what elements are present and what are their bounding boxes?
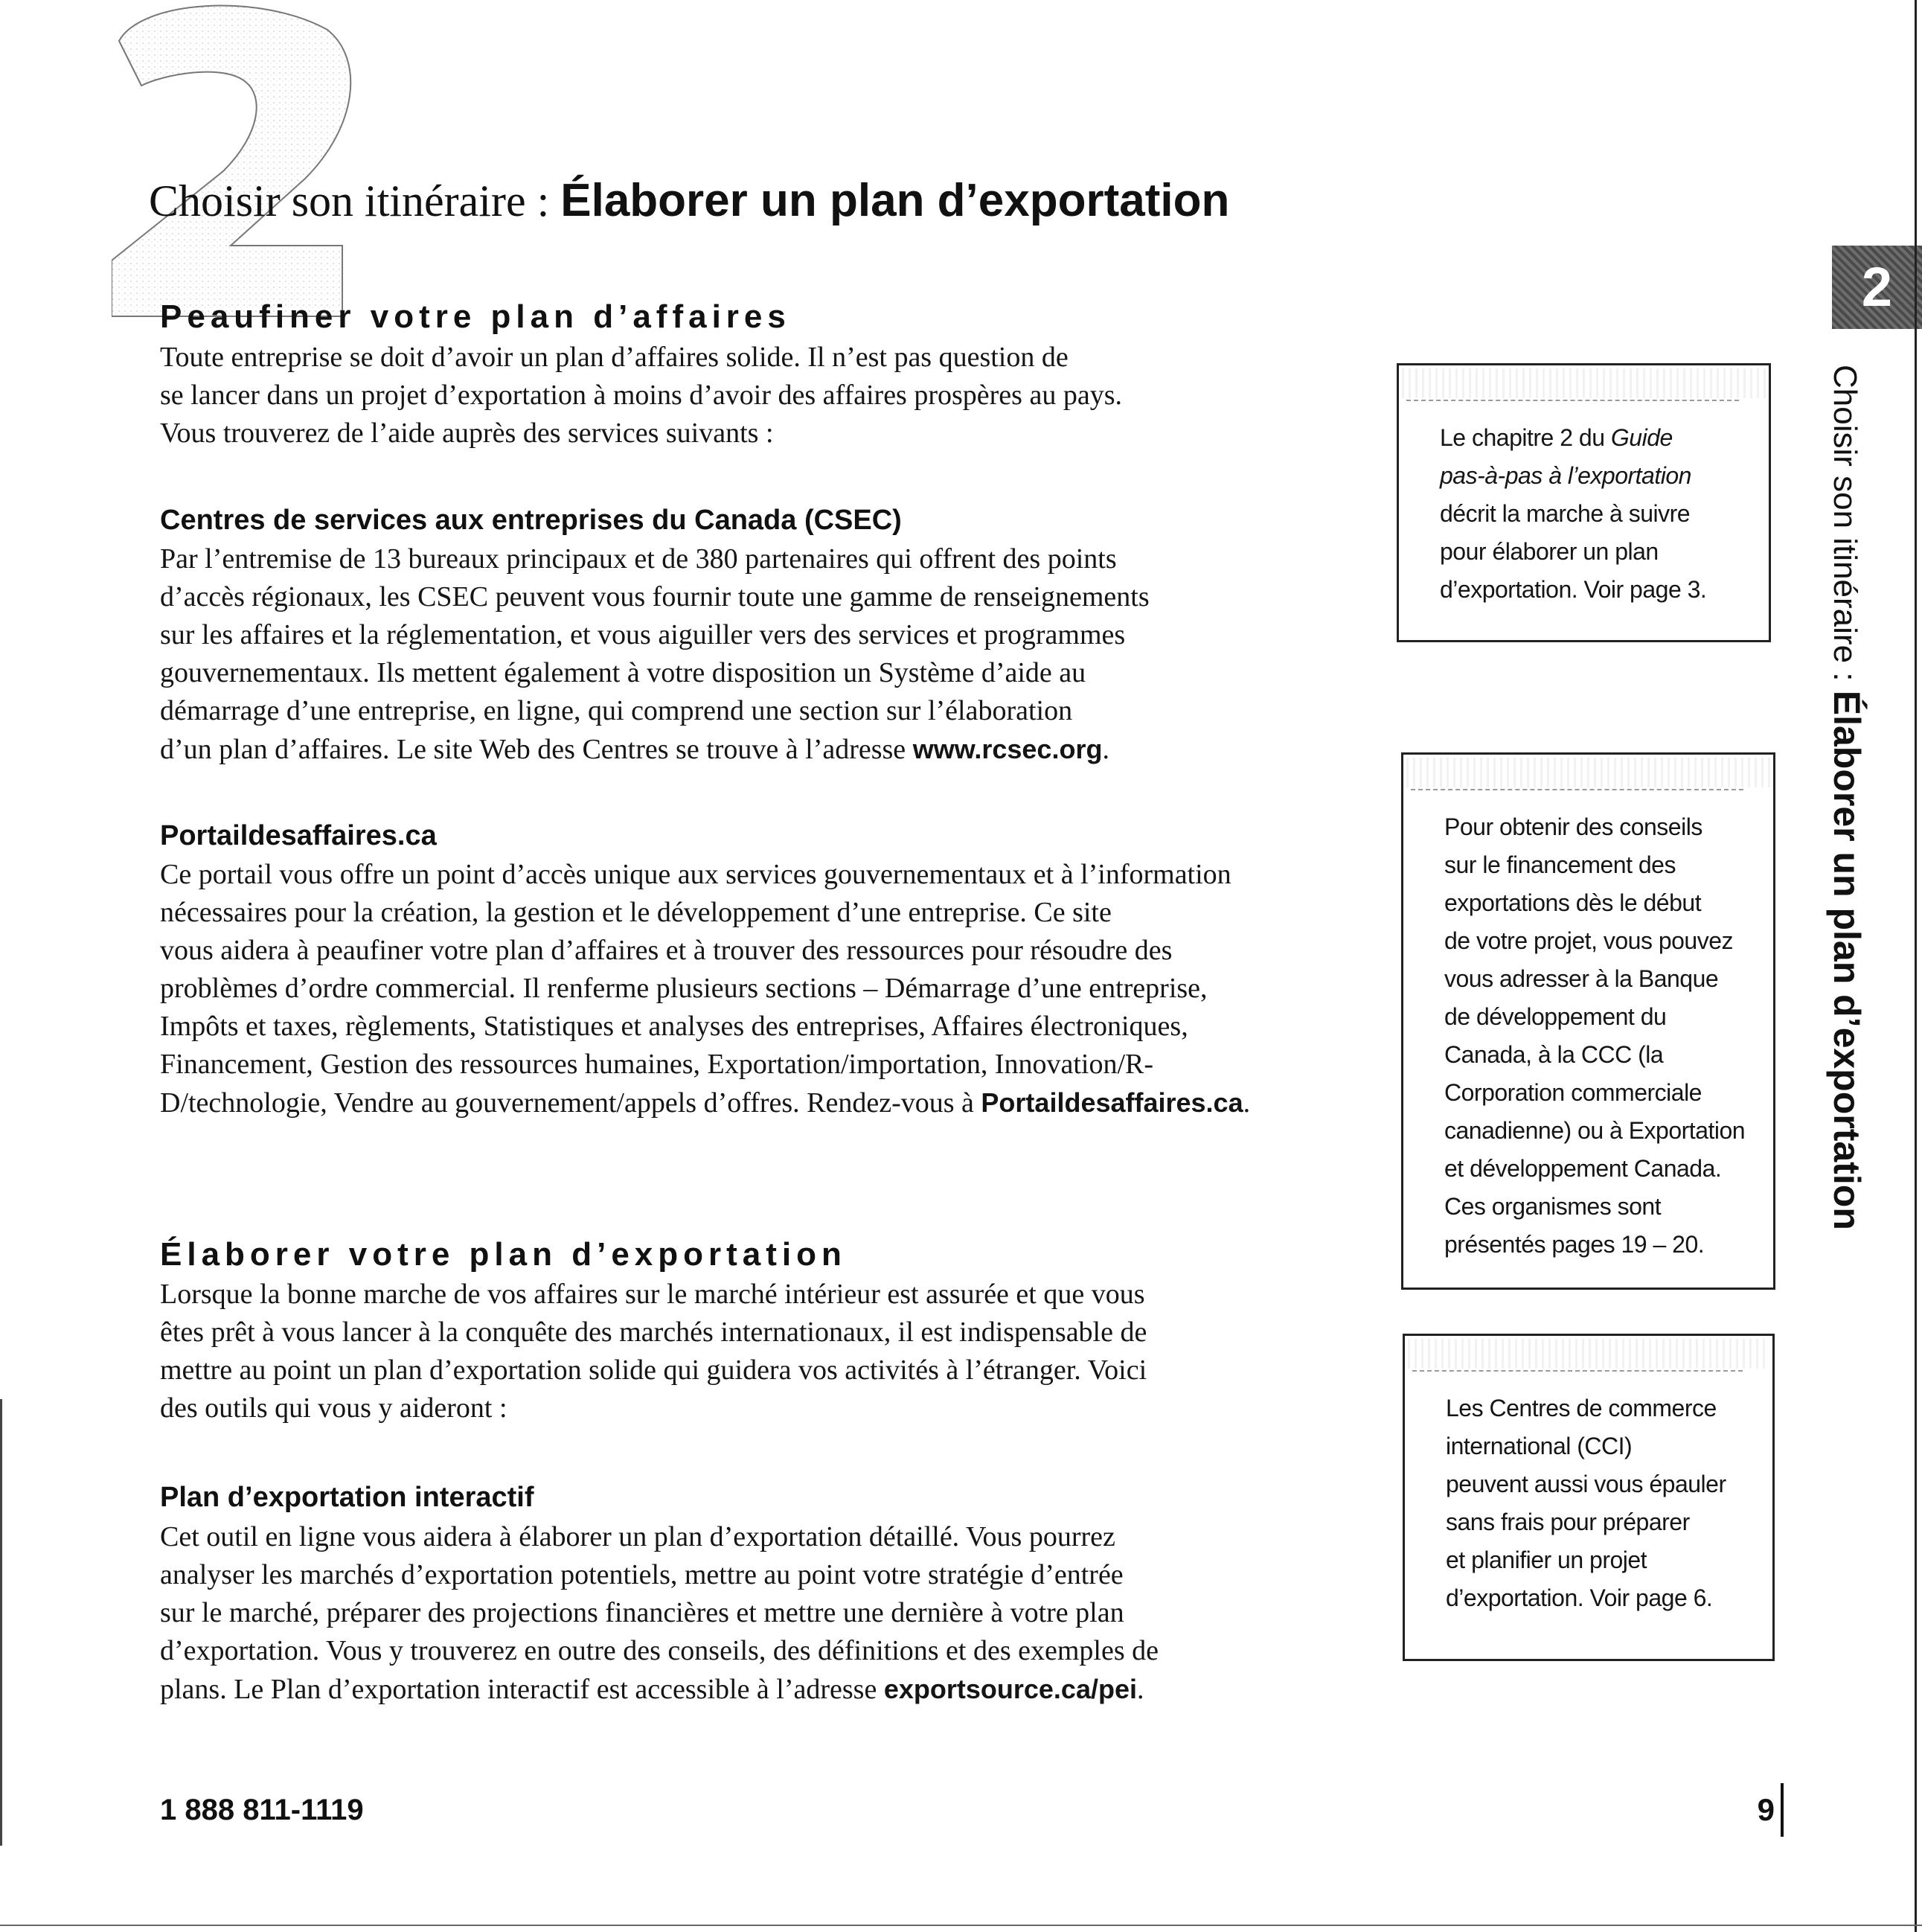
vertical-running-title [1823,365,1883,1230]
footer-phone-number: 1 888 811-1119 [160,1794,364,1826]
text-line: démarrage d’une entreprise, en ligne, qui comprend une section sur l’élaboration [160,695,1073,726]
text-line: Corporation commerciale [1444,1079,1702,1106]
box-shade [1402,368,1766,398]
text-line [1440,457,1754,495]
text-run: d’un plan d’affaires. Le site Web des Centres se trouve à l’adresse [160,734,913,765]
section-heading-business-plan: Peaufiner votre plan d’affaires [160,298,791,335]
interactive-plan-heading: Plan d’exportation interactif [160,1482,534,1513]
text-line: gouvernementaux. Ils mettent également à votre disposition un Système d’aide au [160,657,1086,688]
sidebar-box-guide [1397,363,1771,642]
page-title-lead: Choisir son itinéraire : [149,176,561,225]
business-plan-intro [160,339,1321,452]
scan-edge-left [0,1399,2,1846]
text-line: Cet outil en ligne vous aidera à élaborer un plan d’exportation détaillé. Vous pourrez [160,1521,1115,1552]
text-run: . [1136,1674,1144,1705]
section-heading-export-plan: Élaborer votre plan d’exportation [160,1236,847,1273]
text-line: sur le financement des [1444,851,1676,878]
box-rule [1406,400,1739,401]
text-line: vous aidera à peaufiner votre plan d’affaires et à trouver des ressources pour résoudre des [160,935,1173,966]
guide-title: Guide [1610,424,1673,451]
text-line: d’exportation. Voir page 6. [1446,1584,1713,1611]
box-shade [1408,1339,1769,1369]
scan-edge-bottom [0,1925,1922,1926]
chapter-tab: 2 [1832,246,1922,329]
text-line: international (CCI) [1446,1433,1633,1459]
csec-heading: Centres de services aux entreprises du Canada (CSEC) [160,505,902,536]
text-line: Les Centres de commerce [1446,1395,1717,1421]
page-title-strong: Élaborer un plan d’exportation [560,175,1230,226]
text-line: Pour obtenir des conseils [1444,813,1702,840]
guide-title: pas-à-pas à l’exportation [1440,462,1691,489]
text-line: présentés pages 19 – 20. [1444,1231,1705,1258]
text-line [160,730,1321,769]
text-line: Impôts et taxes, règlements, Statistiques et analyses des entreprises, Affaires électroniques, [160,1011,1188,1042]
box-rule [1412,1370,1743,1372]
text-line: sur le marché, préparer des projections financières et mettre une dernière à votre plan [160,1597,1124,1628]
text-line: se lancer dans un projet d’exportation à moins d’avoir des affaires prospères au pays. [160,380,1122,411]
interactive-plan-paragraph [160,1518,1321,1709]
sidebar-box-financing-text [1444,808,1758,1264]
text-line: des outils qui vous y aideront : [160,1392,507,1424]
text-line: et développement Canada. [1444,1155,1722,1182]
sidebar-box-guide-text [1440,419,1754,609]
portail-heading: Portaildesaffaires.ca [160,820,437,851]
portail-link[interactable]: Portaildesaffaires.ca [981,1087,1243,1118]
vertical-title-lead: Choisir son itinéraire : [1827,365,1863,691]
text-line: Canada, à la CCC (la [1444,1041,1664,1068]
text-line: Par l’entremise de 13 bureaux principaux et de 380 partenaires qui offrent des points [160,543,1117,575]
text-line [160,1084,1321,1122]
text-line: et planifier un projet [1446,1546,1647,1573]
text-line: nécessaires pour la création, la gestion et le développement d’une entreprise. Ce site [160,897,1112,928]
text-line: Ces organismes sont [1444,1193,1662,1220]
text-line: vous adresser à la Banque [1444,965,1719,992]
text-line: sans frais pour préparer [1446,1509,1690,1535]
text-line: mettre au point un plan d’exportation solide qui guidera vos activités à l’étranger. Voici [160,1354,1147,1386]
text-line: êtes prêt à vous lancer à la conquête des marchés internationaux, il est indispensable de [160,1317,1147,1348]
text-line: canadienne) ou à Exportation [1444,1117,1746,1144]
text-line: peuvent aussi vous épauler [1446,1471,1726,1497]
text-line: analyser les marchés d’exportation potentiels, mettre au point votre stratégie d’entrée [160,1559,1124,1590]
text-line: Toute entreprise se doit d’avoir un plan d’affaires solide. Il n’est pas question de [160,342,1069,373]
box-rule [1411,789,1743,790]
text-line [160,1670,1321,1709]
text-line: d’accès régionaux, les CSEC peuvent vous fournir toute une gamme de renseignements [160,581,1150,612]
text-run: Le chapitre 2 du [1440,424,1611,451]
text-line: Lorsque la bonne marche de vos affaires sur le marché intérieur est assurée et que vous [160,1279,1145,1310]
text-run: D/technologie, Vendre au gouvernement/appels d’offres. Rendez-vous à [160,1087,981,1119]
text-line: pour élaborer un plan [1440,538,1659,565]
box-shade [1406,758,1770,787]
page-title [149,171,1229,231]
text-line [1440,419,1754,457]
scan-edge-right [1915,0,1917,1932]
sidebar-box-cci-text [1446,1389,1758,1617]
sidebar-box-cci [1403,1334,1775,1661]
text-line: de développement du [1444,1003,1667,1030]
text-line: problèmes d’ordre commercial. Il renferme plusieurs sections – Démarrage d’une entreprise, [160,973,1208,1004]
text-line: Ce portail vous offre un point d’accès unique aux services gouvernementaux et à l’information [160,859,1231,890]
csec-link[interactable]: www.rcsec.org [912,734,1103,764]
text-run: plans. Le Plan d’exportation interactif est accessible à l’adresse [160,1674,884,1705]
text-line: Vous trouverez de l’aide auprès des services suivants : [160,418,774,449]
csec-paragraph [160,540,1321,769]
text-line: d’exportation. Voir page 3. [1440,576,1707,603]
vertical-running-title-text [1822,365,1869,1230]
portail-paragraph [160,856,1321,1122]
text-line: décrit la marche à suivre [1440,500,1691,527]
text-line: sur les affaires et la réglementation, et vous aiguiller vers des services et programmes [160,619,1126,650]
page-number-rule [1781,1783,1784,1837]
sidebar-box-financing [1401,752,1775,1290]
text-line: d’exportation. Vous y trouverez en outre des conseils, des définitions et des exemples de [160,1635,1159,1666]
text-line: Financement, Gestion des ressources humaines, Exportation/importation, Innovation/R- [160,1049,1154,1080]
pei-link[interactable]: exportsource.ca/pei [883,1674,1137,1704]
vertical-title-strong: Élaborer un plan d’exportation [1826,690,1868,1230]
text-run: . [1243,1087,1251,1119]
page-number: 9 [1757,1792,1775,1827]
text-run: . [1102,734,1109,765]
export-plan-intro [160,1276,1321,1427]
text-line: exportations dès le début [1444,889,1702,916]
text-line: de votre projet, vous pouvez [1444,927,1734,954]
chapter-numeral-graphic [112,0,357,320]
